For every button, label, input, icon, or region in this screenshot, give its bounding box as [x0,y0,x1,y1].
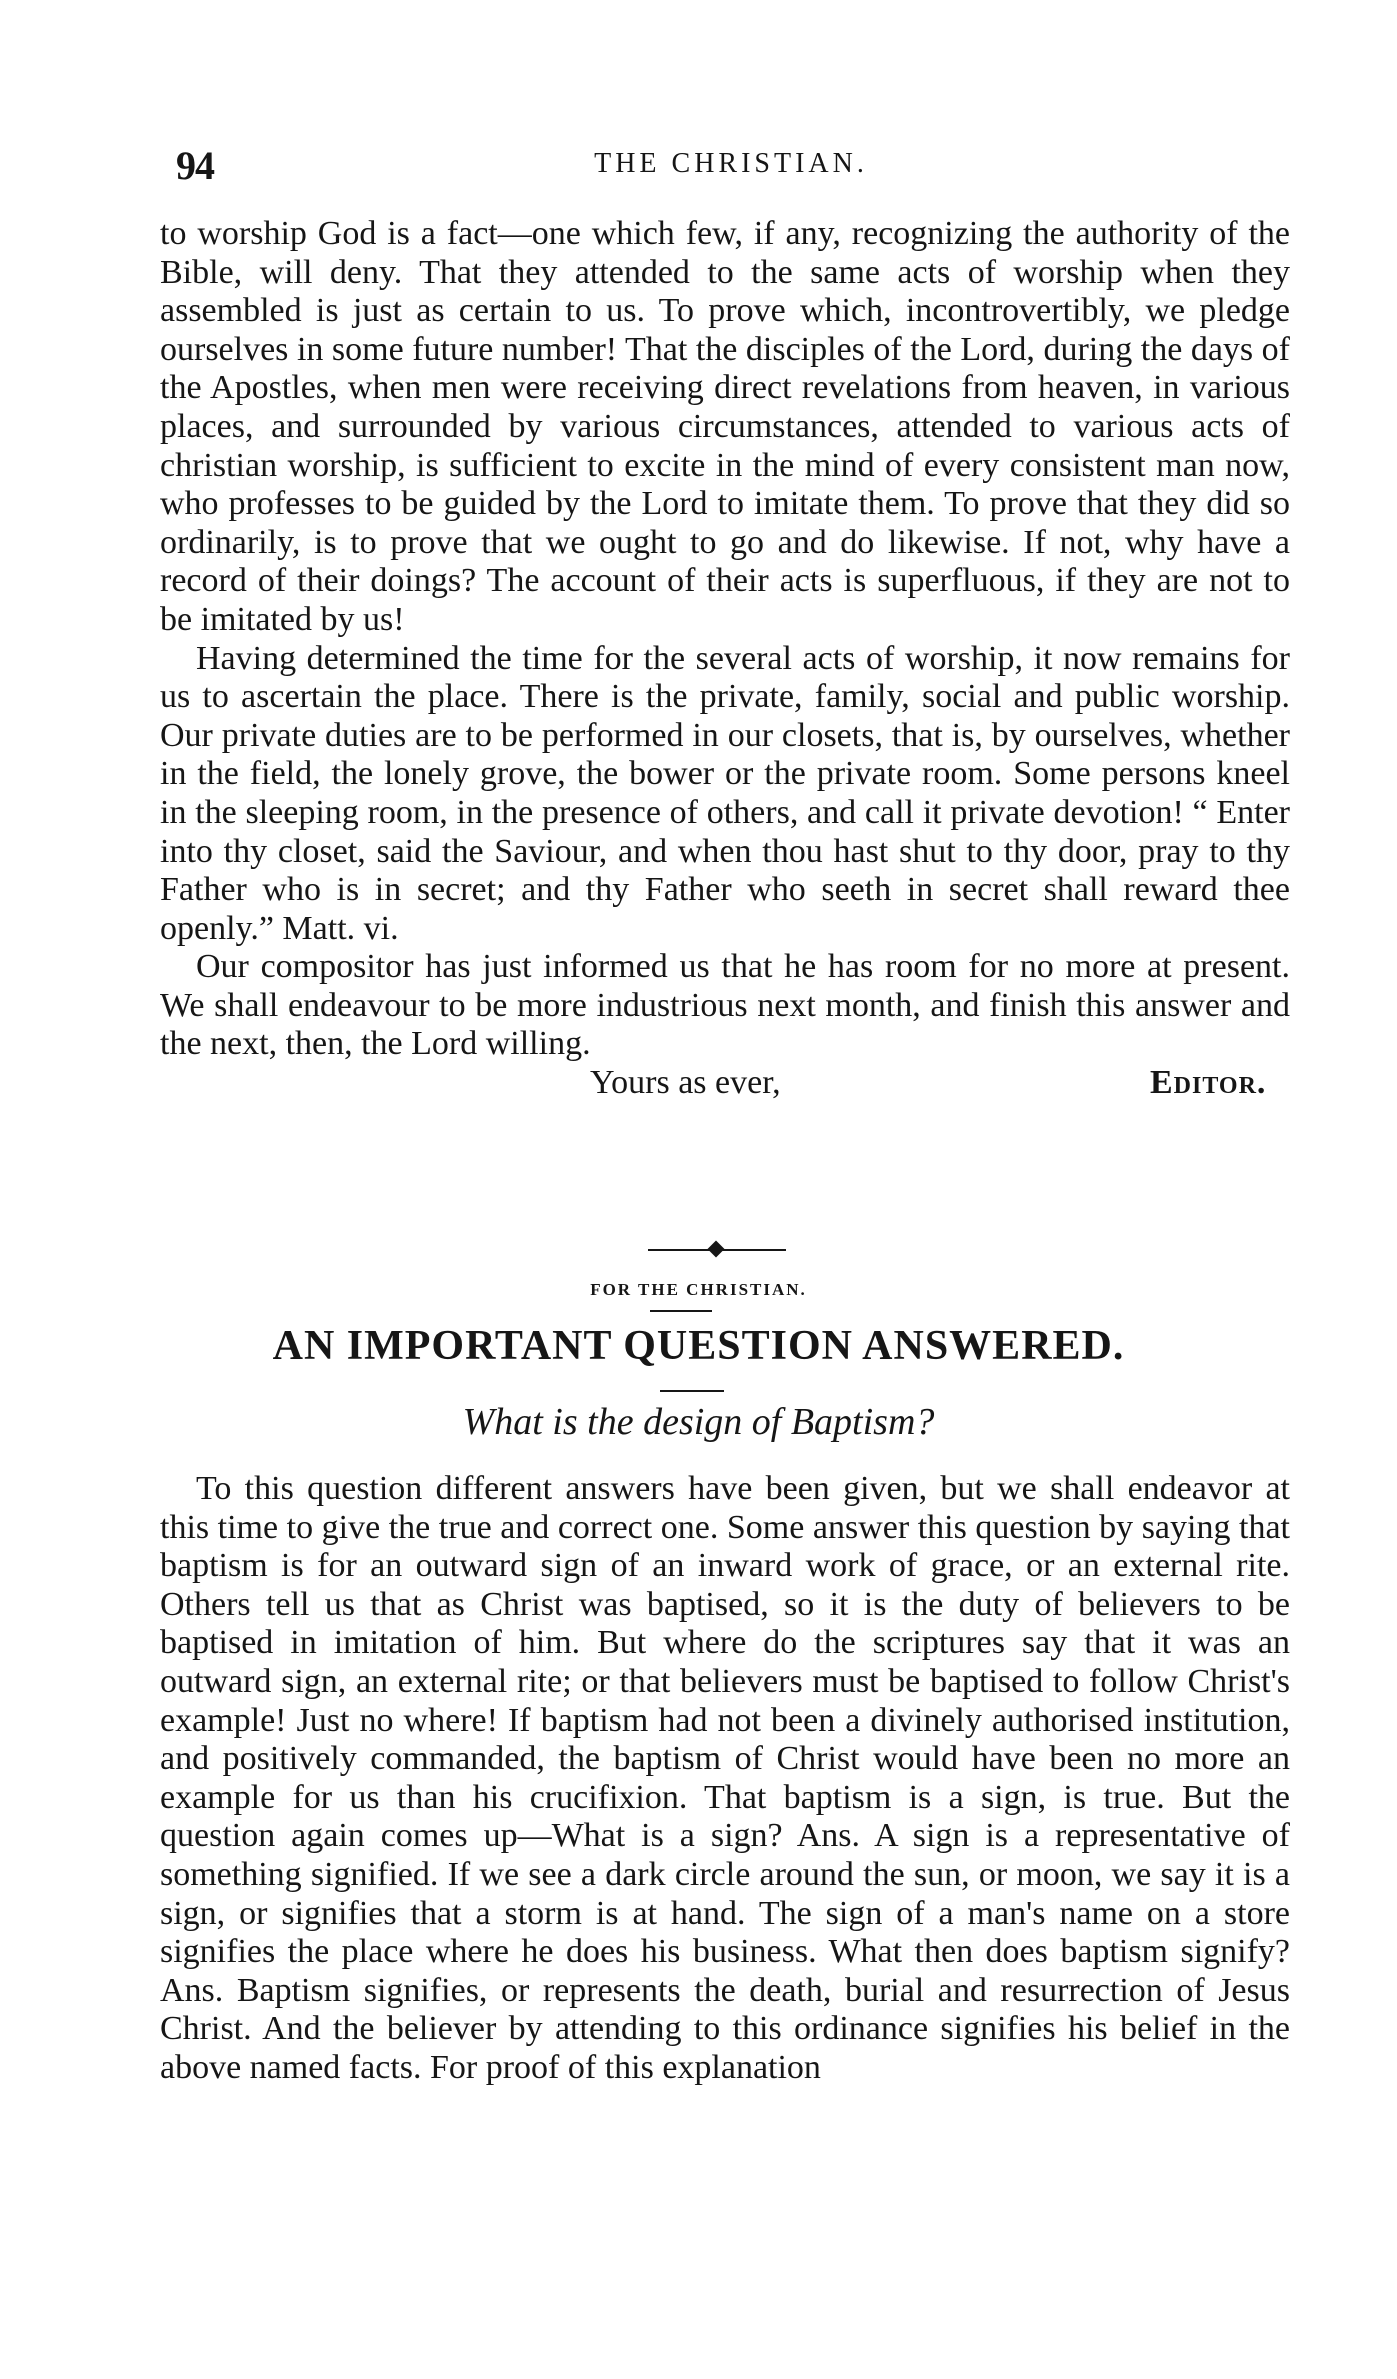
page-number: 94 [176,143,214,188]
article-body [160,1470,1290,2088]
running-head [176,142,1286,188]
signature-line [160,1064,1290,1104]
paragraph: Our compositor has just informed us that he has room for no more at present. We shall endeavour to be more industrious next month, and finish this answer and the next, then, the Lord willing. [160,948,1290,1063]
previous-article-body [160,215,1290,1104]
closing-text: Yours as ever, [590,1064,781,1102]
separator-ornament [708,1241,725,1258]
article-subtitle: What is the design of Baptism? [462,1401,935,1443]
running-title: THE CHRISTIAN. [594,148,868,179]
signature: Editor. [1150,1064,1267,1102]
for-line: FOR THE CHRISTIAN. [590,1280,807,1299]
paragraph: Having determined the time for the several acts of worship, it now remains for us to ascertain the place. There is the private, family, social and public worship. Our private duties are to be performed in our closets, that is, by ourselves, whether in the field, the lonely grove, the bower or the private room. Some persons kneel in the sleeping room, in the presence of others, and call it private devotion! “ Enter into thy closet, said the Saviour, and when thou hast shut to thy door, pray to thy Father who is in secret; and thy Father who seeth in secret shall reward thee openly.” Matt. vi. [160,639,1290,947]
section-separator [648,1243,786,1257]
article-title: AN IMPORTANT QUESTION ANSWERED. [272,1323,1125,1369]
paragraph: To this question different answers have been given, but we shall endeavor at this time to give the true and correct one. Some answer this question by saying that baptism is for an outward sign of an inward work of grace, or an external rite. Others tell us that as Christ was baptised, so it is the duty of believers to be baptised in imitation of him. But where do the scriptures say that it was an outward sign, an external rite; or that believers must be baptised to follow Christ's example! Just no where! If baptism had not been a divinely authorised institution, and positively commanded, the baptism of Christ would have been no more an example for us than his crucifixion. That baptism is a sign, is true. But the question again comes up—What is a sign? Ans. A sign is a representative of something signified. If we see a dark circle around the sun, or moon, we say it is a sign, or signifies that a storm is at hand. The sign of a man's name on a store signifies the place where he does his business. What then does baptism signify? Ans. Baptism signifies, or represents the death, burial and resurrection of Jesus Christ. And the believer by attending to this ordinance signifies his belief in the above named facts. For proof of this explanation [160,1470,1290,2086]
divider-rule [660,1390,724,1392]
divider-rule [650,1310,712,1312]
paragraph: to worship God is a fact—one which few, if any, recognizing the authority of the Bible, will deny. That they attended to the same acts of worship when they assembled is just as certain to us. To prove which, incontrovertibly, we pledge ourselves in some future number! That the disciples of the Lord, during the days of the Apostles, when men were receiving direct revelations from heaven, in various places, and surrounded by various circumstances, attended to various acts of christian worship, is sufficient to excite in the mind of every consistent man now, who professes to be guided by the Lord to imitate them. To prove that they did so ordinarily, is to prove that we ought to go and do likewise. If not, why have a record of their doings? The account of their acts is superfluous, if they are not to be imitated by us! [160,215,1290,638]
